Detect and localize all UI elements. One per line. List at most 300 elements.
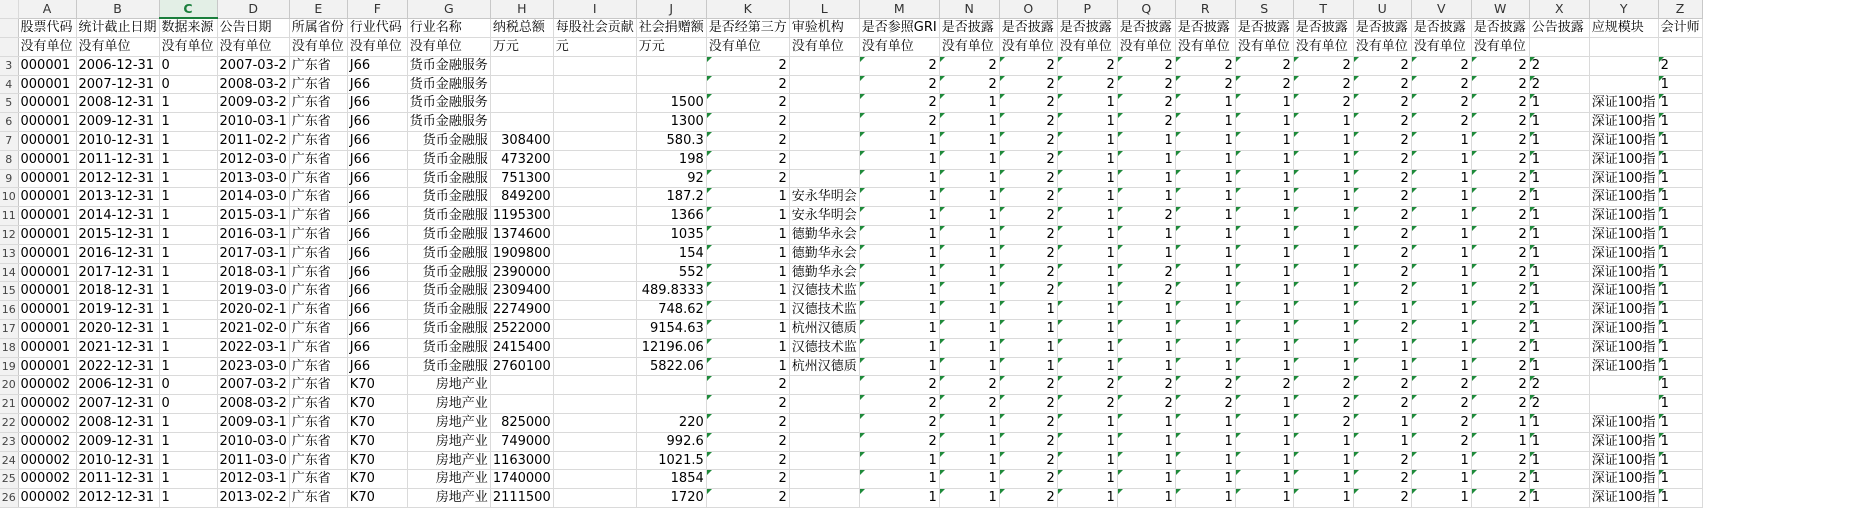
cell[interactable]: 2009-03-2 <box>217 94 289 113</box>
cell[interactable]: 1 <box>1175 489 1235 508</box>
cell[interactable]: 2022-12-31 <box>76 357 159 376</box>
cell[interactable]: J66 <box>347 94 407 113</box>
cell[interactable] <box>553 150 636 169</box>
cell[interactable]: 2 <box>999 207 1057 226</box>
cell[interactable] <box>553 282 636 301</box>
cell[interactable]: 1 <box>1057 451 1117 470</box>
cell[interactable]: J66 <box>347 357 407 376</box>
cell[interactable]: 1374600 <box>490 226 553 245</box>
cell[interactable]: 1 <box>939 207 999 226</box>
column-header-q[interactable]: Q <box>1117 0 1175 18</box>
header-cell[interactable]: 应规模块 <box>1589 18 1658 37</box>
cell[interactable]: 2 <box>1117 75 1175 94</box>
header-cell[interactable]: 没有单位 <box>939 38 999 57</box>
cell[interactable]: 1 <box>159 357 217 376</box>
cell[interactable]: 广东省 <box>289 451 347 470</box>
cell[interactable]: 1 <box>1057 470 1117 489</box>
cell[interactable]: 2 <box>706 414 789 433</box>
cell[interactable]: 2021-02-0 <box>217 320 289 339</box>
cell[interactable]: 1740000 <box>490 470 553 489</box>
column-header-w[interactable]: W <box>1471 0 1529 18</box>
cell[interactable]: 1 <box>1293 301 1353 320</box>
cell[interactable]: 000001 <box>18 94 76 113</box>
row-number[interactable] <box>0 18 18 37</box>
cell[interactable]: 1 <box>706 301 789 320</box>
header-cell[interactable]: 万元 <box>490 38 553 57</box>
cell[interactable]: 2009-12-31 <box>76 113 159 132</box>
header-cell[interactable]: 统计截止日期 <box>76 18 159 37</box>
cell[interactable]: 1 <box>939 414 999 433</box>
cell[interactable]: 2013-02-2 <box>217 489 289 508</box>
cell[interactable]: 1 <box>1658 113 1702 132</box>
header-cell[interactable]: 是否披露 <box>1235 18 1293 37</box>
cell[interactable]: 1 <box>999 338 1057 357</box>
cell[interactable]: 000001 <box>18 244 76 263</box>
cell[interactable]: 2 <box>1353 489 1411 508</box>
cell[interactable]: 2 <box>706 169 789 188</box>
row-number[interactable] <box>0 38 18 57</box>
cell[interactable]: J66 <box>347 150 407 169</box>
cell[interactable]: 深证100指 <box>1589 338 1658 357</box>
header-cell[interactable]: 万元 <box>636 38 706 57</box>
cell[interactable]: 深证100指 <box>1589 301 1658 320</box>
cell[interactable]: 1 <box>939 94 999 113</box>
cell[interactable]: 货币金融服务 <box>407 75 490 94</box>
cell[interactable]: 2 <box>859 432 939 451</box>
cell[interactable]: 1 <box>1529 414 1589 433</box>
header-cell[interactable]: 没有单位 <box>706 38 789 57</box>
cell[interactable]: 广东省 <box>289 432 347 451</box>
cell[interactable]: 1 <box>706 282 789 301</box>
cell[interactable]: 12196.06 <box>636 338 706 357</box>
cell[interactable]: 1 <box>1529 132 1589 151</box>
cell[interactable]: 825000 <box>490 414 553 433</box>
header-cell[interactable]: 行业代码 <box>347 18 407 37</box>
cell[interactable]: 1 <box>1529 432 1589 451</box>
cell[interactable] <box>789 395 859 414</box>
cell[interactable]: 2 <box>1471 489 1529 508</box>
header-cell[interactable]: 公告披露 <box>1529 18 1589 37</box>
cell[interactable]: 2 <box>859 113 939 132</box>
cell[interactable]: 2012-03-1 <box>217 470 289 489</box>
cell[interactable]: 1 <box>859 320 939 339</box>
cell[interactable]: 1 <box>1235 470 1293 489</box>
cell[interactable]: 1 <box>1529 282 1589 301</box>
cell[interactable]: 1 <box>1057 113 1117 132</box>
row-number[interactable]: 15 <box>0 282 18 301</box>
cell[interactable]: 000001 <box>18 338 76 357</box>
cell[interactable]: 1 <box>1411 150 1471 169</box>
cell[interactable]: 000001 <box>18 150 76 169</box>
cell[interactable]: 1 <box>859 207 939 226</box>
cell[interactable]: 2 <box>999 75 1057 94</box>
cell[interactable]: 1 <box>1117 244 1175 263</box>
cell[interactable]: 2011-02-2 <box>217 132 289 151</box>
cell[interactable]: 杭州汉德质 <box>789 320 859 339</box>
cell[interactable]: 2 <box>1353 150 1411 169</box>
header-cell[interactable]: 股票代码 <box>18 18 76 37</box>
cell[interactable]: 1 <box>1235 338 1293 357</box>
header-cell[interactable]: 元 <box>553 38 636 57</box>
cell[interactable]: 2 <box>1411 113 1471 132</box>
cell[interactable]: 1 <box>1293 432 1353 451</box>
cell[interactable]: 1 <box>159 150 217 169</box>
cell[interactable]: 1 <box>159 470 217 489</box>
column-header-j[interactable]: J <box>636 0 706 18</box>
cell[interactable]: 2522000 <box>490 320 553 339</box>
cell[interactable]: 1 <box>706 263 789 282</box>
cell[interactable]: 2 <box>999 470 1057 489</box>
cell[interactable] <box>636 376 706 395</box>
cell[interactable]: 货币金融服 <box>407 357 490 376</box>
cell[interactable]: 2 <box>1471 169 1529 188</box>
cell[interactable]: 1 <box>1057 263 1117 282</box>
cell[interactable]: 1 <box>1658 395 1702 414</box>
cell[interactable]: 2014-12-31 <box>76 207 159 226</box>
cell[interactable]: 1 <box>1175 169 1235 188</box>
cell[interactable]: 1 <box>1057 489 1117 508</box>
header-cell[interactable]: 没有单位 <box>76 38 159 57</box>
cell[interactable] <box>553 56 636 75</box>
cell[interactable]: 1195300 <box>490 207 553 226</box>
header-cell[interactable]: 是否经第三方 <box>706 18 789 37</box>
cell[interactable]: 2 <box>706 376 789 395</box>
cell[interactable]: 1 <box>1529 263 1589 282</box>
cell[interactable]: 1 <box>859 244 939 263</box>
column-header-a[interactable]: A <box>18 0 76 18</box>
cell[interactable]: 1 <box>1411 470 1471 489</box>
cell[interactable]: 汉德技术监 <box>789 282 859 301</box>
cell[interactable]: 2013-12-31 <box>76 188 159 207</box>
cell[interactable]: 2 <box>999 451 1057 470</box>
cell[interactable]: 2 <box>859 75 939 94</box>
cell[interactable]: 1 <box>1175 94 1235 113</box>
column-header-x[interactable]: X <box>1529 0 1589 18</box>
cell[interactable]: 000001 <box>18 56 76 75</box>
cell[interactable] <box>490 56 553 75</box>
cell[interactable]: 广东省 <box>289 188 347 207</box>
header-cell[interactable]: 是否披露 <box>1471 18 1529 37</box>
cell[interactable]: 广东省 <box>289 56 347 75</box>
cell[interactable]: 深证100指 <box>1589 244 1658 263</box>
cell[interactable]: 1 <box>1411 338 1471 357</box>
cell[interactable]: 1 <box>159 207 217 226</box>
header-cell[interactable]: 是否披露 <box>1411 18 1471 37</box>
cell[interactable]: 552 <box>636 263 706 282</box>
cell[interactable]: 2 <box>1235 376 1293 395</box>
cell[interactable]: 深证100指 <box>1589 320 1658 339</box>
cell[interactable]: 广东省 <box>289 338 347 357</box>
column-header-z[interactable]: Z <box>1658 0 1702 18</box>
cell[interactable]: 1 <box>939 357 999 376</box>
cell[interactable]: 广东省 <box>289 414 347 433</box>
row-number[interactable]: 25 <box>0 470 18 489</box>
cell[interactable]: 2 <box>1411 414 1471 433</box>
row-number[interactable]: 12 <box>0 226 18 245</box>
cell[interactable]: 489.8333 <box>636 282 706 301</box>
header-cell[interactable] <box>1658 38 1702 57</box>
cell[interactable]: 2011-03-0 <box>217 451 289 470</box>
cell[interactable]: 2018-12-31 <box>76 282 159 301</box>
cell[interactable] <box>636 75 706 94</box>
cell[interactable]: 1 <box>1411 226 1471 245</box>
cell[interactable]: 2018-03-1 <box>217 263 289 282</box>
cell[interactable]: 2019-03-0 <box>217 282 289 301</box>
cell[interactable]: 2 <box>1117 113 1175 132</box>
cell[interactable]: 1 <box>1658 169 1702 188</box>
cell[interactable] <box>553 395 636 414</box>
cell[interactable]: 广东省 <box>289 489 347 508</box>
cell[interactable]: 2022-03-1 <box>217 338 289 357</box>
cell[interactable] <box>789 376 859 395</box>
cell[interactable]: 1 <box>1411 132 1471 151</box>
cell[interactable]: 2 <box>1411 75 1471 94</box>
cell[interactable]: 2 <box>706 94 789 113</box>
cell[interactable]: 1 <box>859 451 939 470</box>
cell[interactable]: 货币金融服 <box>407 132 490 151</box>
cell[interactable]: 1 <box>1293 357 1353 376</box>
cell[interactable]: 深证100指 <box>1589 132 1658 151</box>
cell[interactable]: 1 <box>999 301 1057 320</box>
cell[interactable]: 1 <box>859 282 939 301</box>
cell[interactable]: 2008-12-31 <box>76 414 159 433</box>
cell[interactable]: 1 <box>1235 226 1293 245</box>
cell[interactable]: 2 <box>859 376 939 395</box>
cell[interactable] <box>1589 56 1658 75</box>
cell[interactable]: 1500 <box>636 94 706 113</box>
cell[interactable] <box>553 132 636 151</box>
cell[interactable]: 2 <box>1117 207 1175 226</box>
cell[interactable]: 1 <box>1117 414 1175 433</box>
cell[interactable]: 1 <box>1057 244 1117 263</box>
cell[interactable] <box>1589 395 1658 414</box>
cell[interactable]: 2021-12-31 <box>76 338 159 357</box>
cell[interactable]: 1 <box>159 414 217 433</box>
cell[interactable] <box>553 376 636 395</box>
column-header-o[interactable]: O <box>999 0 1057 18</box>
row-number[interactable]: 3 <box>0 56 18 75</box>
header-cell[interactable]: 没有单位 <box>1353 38 1411 57</box>
cell[interactable]: 1 <box>159 263 217 282</box>
cell[interactable]: 2 <box>1353 282 1411 301</box>
cell[interactable]: 1 <box>1411 489 1471 508</box>
cell[interactable]: J66 <box>347 113 407 132</box>
cell[interactable]: 000001 <box>18 282 76 301</box>
cell[interactable]: 1 <box>1293 169 1353 188</box>
cell[interactable] <box>553 75 636 94</box>
cell[interactable]: 1 <box>939 150 999 169</box>
header-cell[interactable]: 是否披露 <box>1293 18 1353 37</box>
cell[interactable]: 2 <box>1529 376 1589 395</box>
cell[interactable]: 2309400 <box>490 282 553 301</box>
cell[interactable]: K70 <box>347 489 407 508</box>
row-number[interactable]: 22 <box>0 414 18 433</box>
cell[interactable]: 1 <box>939 244 999 263</box>
cell[interactable]: 0 <box>159 75 217 94</box>
cell[interactable]: 货币金融服务 <box>407 94 490 113</box>
cell[interactable]: 580.3 <box>636 132 706 151</box>
cell[interactable]: 1 <box>999 320 1057 339</box>
cell[interactable]: 2760100 <box>490 357 553 376</box>
column-header-y[interactable]: Y <box>1589 0 1658 18</box>
cell[interactable]: 1 <box>1117 432 1175 451</box>
cell[interactable]: 2007-12-31 <box>76 75 159 94</box>
cell[interactable]: 1 <box>159 188 217 207</box>
cell[interactable]: 1 <box>1529 169 1589 188</box>
cell[interactable]: 1 <box>1235 113 1293 132</box>
cell[interactable]: 房地产业 <box>407 414 490 433</box>
cell[interactable]: 货币金融服 <box>407 320 490 339</box>
cell[interactable]: 1 <box>1117 338 1175 357</box>
cell[interactable]: 2415400 <box>490 338 553 357</box>
header-cell[interactable]: 所属省份 <box>289 18 347 37</box>
cell[interactable]: 1 <box>1235 282 1293 301</box>
header-cell[interactable]: 没有单位 <box>217 38 289 57</box>
cell[interactable]: 2 <box>999 226 1057 245</box>
cell[interactable]: 1 <box>159 169 217 188</box>
cell[interactable]: 1 <box>1175 263 1235 282</box>
header-cell[interactable]: 是否披露 <box>1117 18 1175 37</box>
cell[interactable]: 1 <box>706 320 789 339</box>
cell[interactable]: 2 <box>999 263 1057 282</box>
cell[interactable]: 2 <box>1411 432 1471 451</box>
cell[interactable]: 2 <box>1353 207 1411 226</box>
cell[interactable]: 1 <box>1293 320 1353 339</box>
cell[interactable]: 1 <box>1293 244 1353 263</box>
cell[interactable]: 1 <box>1235 451 1293 470</box>
cell[interactable]: 1 <box>159 301 217 320</box>
row-number[interactable]: 13 <box>0 244 18 263</box>
cell[interactable]: 1 <box>1235 150 1293 169</box>
cell[interactable]: 1 <box>939 432 999 451</box>
cell[interactable] <box>490 113 553 132</box>
cell[interactable]: 1 <box>1658 263 1702 282</box>
cell[interactable]: 1 <box>1658 244 1702 263</box>
cell[interactable]: 1 <box>939 489 999 508</box>
cell[interactable]: 1 <box>1235 357 1293 376</box>
cell[interactable]: K70 <box>347 395 407 414</box>
cell[interactable]: 2 <box>1471 132 1529 151</box>
cell[interactable]: 1 <box>939 226 999 245</box>
cell[interactable]: 2 <box>999 282 1057 301</box>
cell[interactable]: 2 <box>1353 451 1411 470</box>
cell[interactable]: 2 <box>706 470 789 489</box>
cell[interactable]: 2 <box>859 414 939 433</box>
cell[interactable]: 汉德技术监 <box>789 301 859 320</box>
cell[interactable]: 1 <box>159 226 217 245</box>
cell[interactable]: 房地产业 <box>407 432 490 451</box>
cell[interactable]: 房地产业 <box>407 451 490 470</box>
header-cell[interactable]: 没有单位 <box>289 38 347 57</box>
cell[interactable]: 货币金融服 <box>407 169 490 188</box>
cell[interactable] <box>553 169 636 188</box>
cell[interactable]: 1 <box>1658 282 1702 301</box>
cell[interactable]: 1 <box>1293 470 1353 489</box>
cell[interactable]: 2 <box>1117 282 1175 301</box>
cell[interactable]: 220 <box>636 414 706 433</box>
cell[interactable]: 1 <box>159 338 217 357</box>
header-cell[interactable]: 没有单位 <box>1471 38 1529 57</box>
cell[interactable]: 1 <box>1117 470 1175 489</box>
cell[interactable]: J66 <box>347 56 407 75</box>
cell[interactable]: 0 <box>159 395 217 414</box>
cell[interactable]: 货币金融服 <box>407 207 490 226</box>
column-header-k[interactable]: K <box>706 0 789 18</box>
cell[interactable]: 广东省 <box>289 357 347 376</box>
header-cell[interactable]: 没有单位 <box>999 38 1057 57</box>
row-number[interactable]: 4 <box>0 75 18 94</box>
column-header-b[interactable]: B <box>76 0 159 18</box>
cell[interactable]: 2 <box>999 395 1057 414</box>
cell[interactable] <box>553 489 636 508</box>
cell[interactable]: 1 <box>1529 113 1589 132</box>
cell[interactable]: 房地产业 <box>407 470 490 489</box>
column-header-v[interactable]: V <box>1411 0 1471 18</box>
header-cell[interactable]: 没有单位 <box>347 38 407 57</box>
cell[interactable]: 2 <box>939 395 999 414</box>
cell[interactable]: 2 <box>1471 338 1529 357</box>
cell[interactable]: 1 <box>706 207 789 226</box>
cell[interactable]: 000002 <box>18 395 76 414</box>
cell[interactable]: 1 <box>1658 338 1702 357</box>
cell[interactable]: 1 <box>939 188 999 207</box>
cell[interactable]: 1 <box>1353 338 1411 357</box>
row-number[interactable]: 17 <box>0 320 18 339</box>
cell[interactable]: 2020-02-1 <box>217 301 289 320</box>
cell[interactable]: 2011-12-31 <box>76 150 159 169</box>
header-cell[interactable] <box>1529 38 1589 57</box>
cell[interactable]: 1 <box>939 451 999 470</box>
cell[interactable]: 1 <box>1471 414 1529 433</box>
cell[interactable]: 1 <box>159 244 217 263</box>
cell[interactable]: 1 <box>706 188 789 207</box>
cell[interactable]: 1 <box>1057 207 1117 226</box>
cell[interactable]: 货币金融服务 <box>407 56 490 75</box>
cell[interactable]: 1 <box>1175 357 1235 376</box>
cell[interactable]: 2014-03-0 <box>217 188 289 207</box>
cell[interactable]: 1 <box>1175 113 1235 132</box>
cell[interactable] <box>789 75 859 94</box>
cell[interactable]: 000001 <box>18 301 76 320</box>
cell[interactable]: 2 <box>1471 320 1529 339</box>
cell[interactable]: 2 <box>706 132 789 151</box>
cell[interactable] <box>789 451 859 470</box>
cell[interactable]: 深证100指 <box>1589 451 1658 470</box>
cell[interactable]: 1 <box>1293 132 1353 151</box>
cell[interactable]: 1 <box>1117 169 1175 188</box>
row-number[interactable]: 9 <box>0 169 18 188</box>
cell[interactable]: 2 <box>1471 470 1529 489</box>
cell[interactable]: 1 <box>1529 207 1589 226</box>
cell[interactable]: 1 <box>1293 113 1353 132</box>
cell[interactable]: 000002 <box>18 489 76 508</box>
header-cell[interactable]: 是否披露 <box>1175 18 1235 37</box>
cell[interactable]: 2 <box>1117 376 1175 395</box>
cell[interactable]: 1 <box>1529 244 1589 263</box>
cell[interactable]: K70 <box>347 414 407 433</box>
column-header-p[interactable]: P <box>1057 0 1117 18</box>
cell[interactable]: 2 <box>859 94 939 113</box>
cell[interactable]: 2 <box>1117 263 1175 282</box>
cell[interactable] <box>553 470 636 489</box>
cell[interactable]: 1 <box>159 132 217 151</box>
cell[interactable]: 广东省 <box>289 169 347 188</box>
cell[interactable]: 1 <box>706 226 789 245</box>
cell[interactable]: 2 <box>1293 75 1353 94</box>
row-number[interactable]: 6 <box>0 113 18 132</box>
cell[interactable]: 2 <box>1471 226 1529 245</box>
column-header-m[interactable]: M <box>859 0 939 18</box>
